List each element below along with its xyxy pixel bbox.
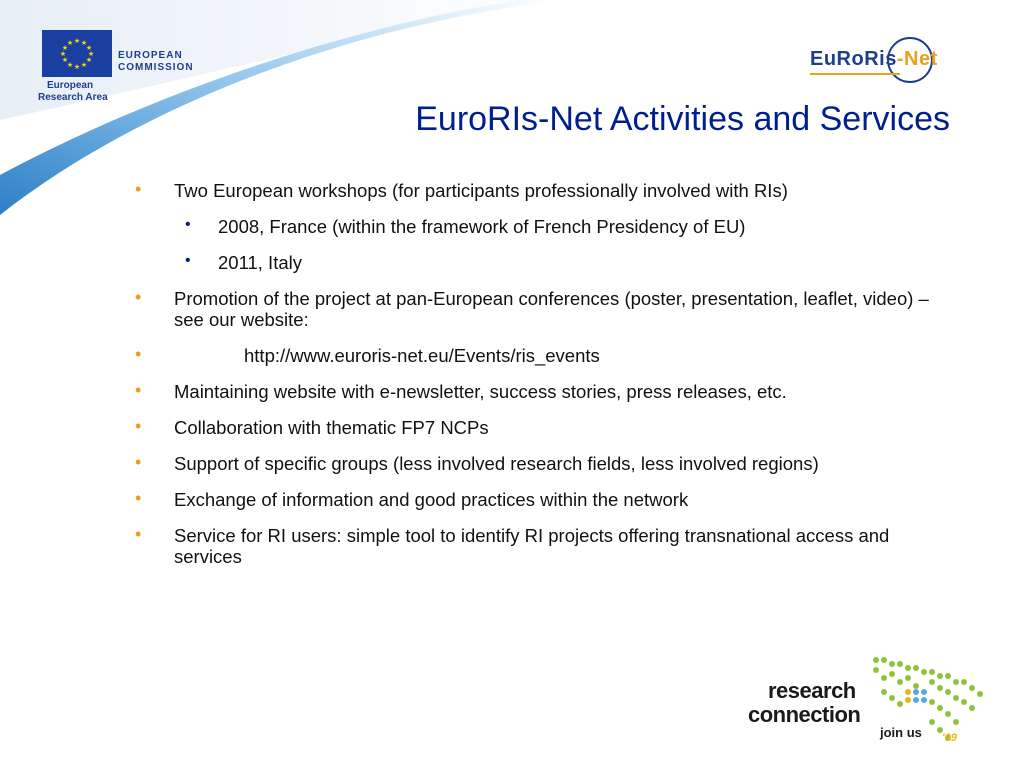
bullet-item: • Maintaining website with e-newsletter, success stories, press releases, etc.: [135, 380, 787, 402]
bullet-icon: •: [135, 179, 142, 199]
svg-text:★: ★: [85, 44, 93, 52]
bullet-item-website: [135, 345, 955, 366]
bullet-icon: •: [135, 524, 142, 544]
bullet-item: • Promotion of the project at pan-European conferences (poster, presentation, leaflet, video) – see our website:: [135, 287, 929, 330]
year-label: '09: [942, 732, 957, 744]
svg-text:★: ★: [87, 50, 95, 58]
ec-name: EUROPEAN COMMISSION: [118, 50, 194, 73]
svg-text:★: ★: [66, 39, 74, 47]
research-word: research: [768, 678, 856, 703]
bullet-icon: •: [135, 416, 142, 436]
connection-word: connection: [748, 702, 861, 727]
bullet-icon: •: [185, 216, 191, 233]
svg-text:★: ★: [80, 39, 88, 47]
bullet-icon: •: [135, 452, 142, 472]
join-us-tagline: join us: [880, 725, 922, 740]
svg-text:★: ★: [73, 63, 81, 71]
bullet-item: • Collaboration with thematic FP7 NCPs: [135, 416, 489, 438]
slide-title: EuroRIs-Net Activities and Services: [415, 100, 950, 138]
bullet-item: • Two European workshops (for participants professionally involved with RIs): [135, 179, 788, 201]
svg-text:★: ★: [61, 44, 69, 52]
bullet-icon: •: [185, 252, 191, 269]
bullet-icon: •: [135, 380, 142, 400]
eu-flag-icon: [42, 30, 112, 77]
website-url[interactable]: http://www.euroris-net.eu/Events/ris_events: [244, 345, 600, 366]
sub-bullet-item: • 2011, Italy: [185, 252, 302, 273]
research-connection-logo: [746, 652, 996, 752]
svg-text:★: ★: [85, 56, 93, 64]
euroris-net-logo: [810, 36, 975, 86]
svg-text:★: ★: [59, 50, 67, 58]
bullet-item: • Service for RI users: simple tool to identify RI projects offering transnational access and services: [135, 524, 890, 567]
sub-bullet-item: • 2008, France (within the framework of French Presidency of EU): [185, 216, 746, 237]
bullet-icon: •: [135, 344, 142, 364]
svg-text:★: ★: [80, 61, 88, 69]
svg-text:★: ★: [73, 37, 81, 45]
bullet-icon: •: [135, 488, 142, 508]
bullet-icon: •: [135, 287, 142, 307]
svg-text:★: ★: [61, 56, 69, 64]
european-commission-logo: [38, 30, 202, 110]
svg-text:★: ★: [66, 61, 74, 69]
bullet-list: [135, 180, 955, 582]
bullet-item: • Exchange of information and good practices within the network: [135, 488, 689, 510]
euroris-net-wordmark: EuRoRis-Net: [810, 48, 938, 70]
ec-research-area: European Research Area: [38, 80, 108, 103]
bullet-item: • Support of specific groups (less involved research fields, less involved regions): [135, 452, 819, 474]
